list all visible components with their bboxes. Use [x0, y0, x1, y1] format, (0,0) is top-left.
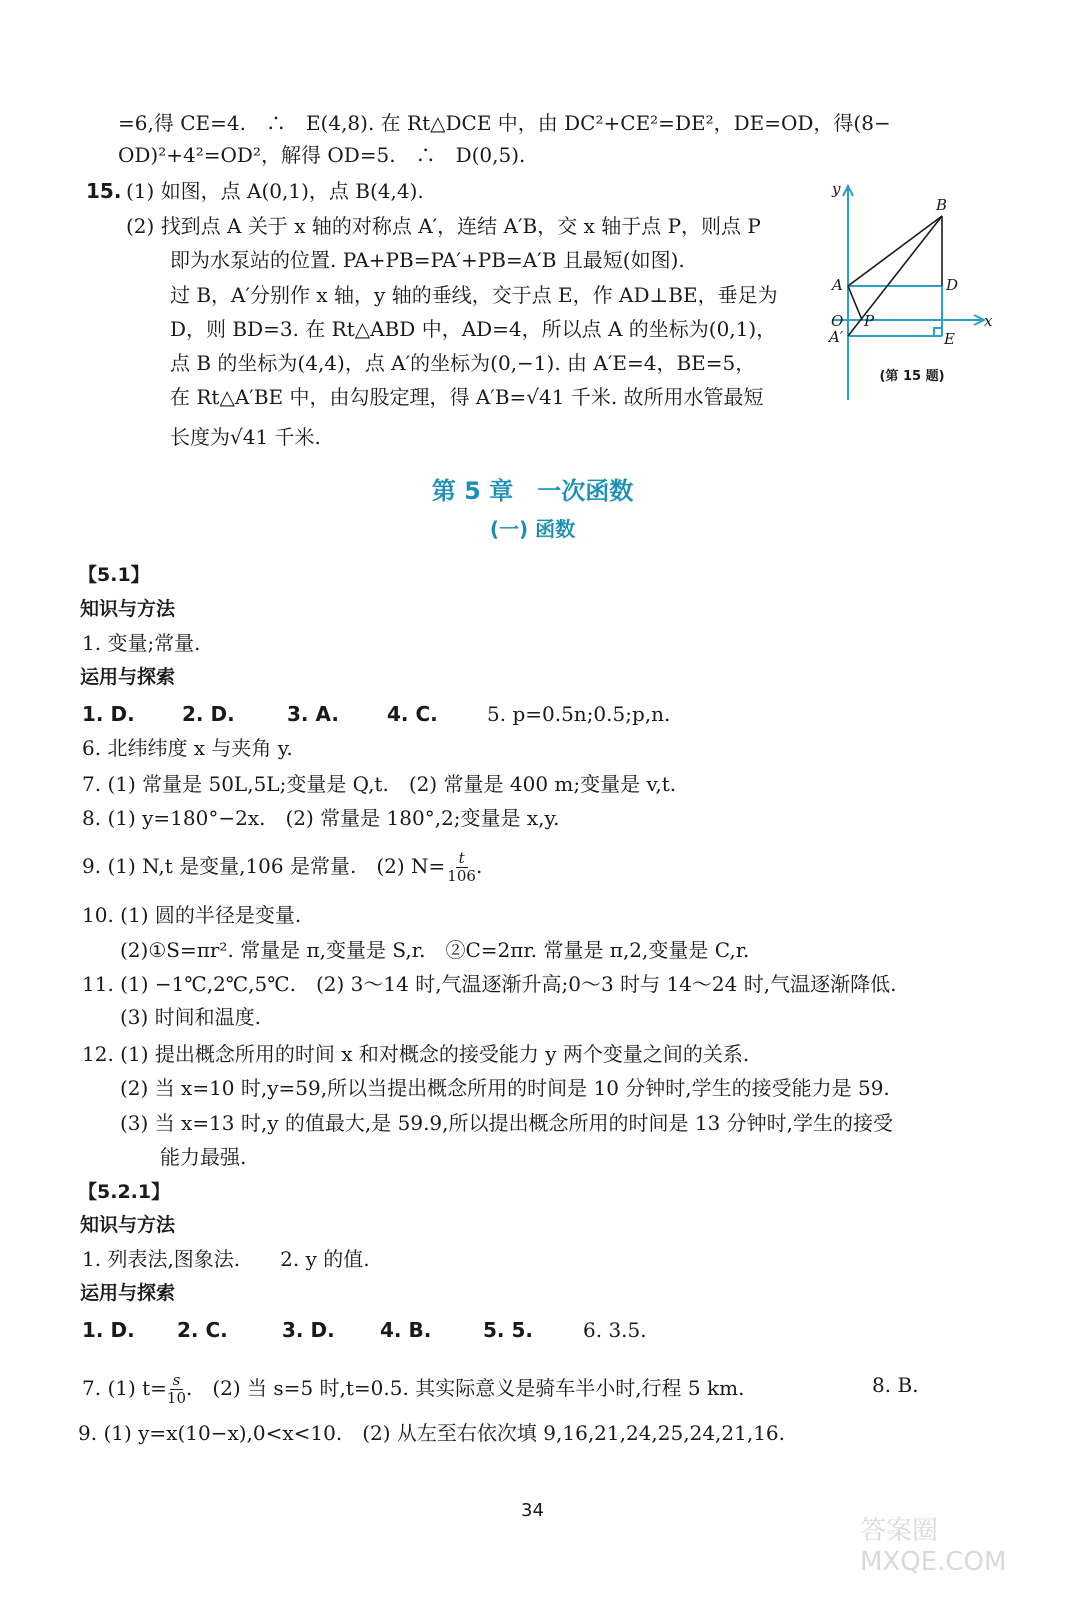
label-x: x — [984, 312, 993, 330]
text-line: (1) 如图，点 A(0,1)，点 B(4,4). — [126, 179, 424, 203]
answer-line: (3) 时间和温度. — [120, 1005, 262, 1029]
label-B: B — [936, 196, 948, 214]
answer-line: 能力最强. — [160, 1145, 247, 1169]
answer-item: 1. D. — [82, 1318, 135, 1342]
section-heading: 知识与方法 — [80, 598, 176, 620]
answer-item: 3. A. — [287, 702, 339, 726]
answer-item: 4. C. — [387, 702, 438, 726]
answer-item: 4. B. — [380, 1318, 432, 1342]
label-A: A — [832, 276, 843, 294]
text-line: D，则 BD=3. 在 Rt△ABD 中，AD=4，所以点 A 的坐标为(0,1)， — [170, 317, 777, 341]
answer-line: 9. (1) N,t 是变量,106 是常量. (2) N= $\frac{t}{106}$ . — [82, 849, 483, 885]
answer-row — [82, 1317, 647, 1343]
text-line: 即为水泵站的位置. PA+PB=PA′+PB=A′B 且最短(如图). — [170, 248, 685, 272]
chapter-title: 第 5 章 一次函数 — [431, 477, 634, 505]
answer-line: (2) 当 x=10 时,y=59,所以当提出概念所用的时间是 10 分钟时,学生的接受能力是 59. — [120, 1076, 890, 1100]
section-tag: 【5.2.1】 — [78, 1181, 171, 1203]
label-E: E — [944, 330, 955, 348]
answer-line: 8. (1) y=180°−2x. (2) 常量是 180°,2;变量是 x,y. — [82, 806, 560, 830]
answer-line: 11. (1) −1℃,2℃,5℃. (2) 3～14 时,气温逐渐升高;0～3 时与 14～24 时,气温逐渐降低. — [82, 972, 897, 996]
segment-AP — [848, 286, 862, 320]
chapter-subtitle: (一) 函数 — [489, 517, 576, 541]
answer-line: 1. 列表法,图象法. 2. y 的值. — [82, 1247, 370, 1271]
text-line: 长度为√41 千米. — [170, 425, 321, 449]
text-line: OD)²+4²=OD²，解得 OD=5. ∴ D(0,5). — [118, 143, 526, 167]
answer-line: 1. 变量;常量. — [82, 631, 201, 655]
answer-item: 5. p=0.5n;0.5;p,n. — [487, 702, 671, 726]
section-heading: 运用与探索 — [80, 1282, 176, 1304]
geometry-figure — [822, 180, 1002, 420]
fraction-denominator: 106 — [447, 867, 476, 885]
answer-item: 2. C. — [177, 1318, 228, 1342]
page-number: 34 — [521, 1500, 544, 1521]
label-O: O — [831, 312, 844, 330]
answer-line: (3) 当 x=13 时,y 的值最大,是 59.9,所以提出概念所用的时间是 13 分钟时,学生的接受 — [120, 1111, 894, 1135]
answer-line: 6. 北纬纬度 x 与夹角 y. — [82, 736, 293, 760]
answer-item: 6. 3.5. — [583, 1318, 647, 1342]
answer-text: 9. (1) N,t 是变量,106 是常量. (2) N= — [82, 854, 446, 878]
answer-line: 12. (1) 提出概念所用的时间 x 和对概念的接受能力 y 两个变量之间的关系. — [82, 1042, 750, 1066]
answer-item: 5. 5. — [483, 1318, 533, 1342]
section-heading: 运用与探索 — [80, 666, 176, 688]
answer-text: . (2) 当 s=5 时,t=0.5. 其实际意义是骑车半小时,行程 5 km. — [186, 1376, 745, 1400]
label-P: P — [864, 312, 875, 330]
fraction — [167, 1372, 186, 1407]
answer-line: 8. B. — [872, 1373, 919, 1397]
label-A-prime: A′ — [829, 328, 844, 346]
text-line: (2) 找到点 A 关于 x 轴的对称点 A′，连结 A′B，交 x 轴于点 P，则点 P — [126, 214, 761, 238]
right-angle-mark — [934, 328, 942, 336]
fraction — [447, 850, 476, 885]
text-line: 在 Rt△A′BE 中，由勾股定理，得 A′B=√41 千米. 故所用水管最短 — [170, 385, 764, 409]
answer-line — [82, 1372, 744, 1407]
answer-text: 7. (1) t= — [82, 1376, 167, 1400]
answer-item: 1. D. — [82, 702, 135, 726]
fraction-numerator: s — [170, 1372, 184, 1390]
fraction-denominator: 10 — [166, 1389, 187, 1407]
figure-caption: (第 15 题) — [879, 369, 945, 384]
text-line: =6,得 CE=4. ∴ E(4,8). 在 Rt△DCE 中，由 DC²+CE²=DE²，DE=OD，得(8− — [118, 111, 891, 135]
label-D: D — [946, 276, 959, 294]
answer-line: 9. (1) y=x(10−x),0<x<10. (2) 从左至右依次填 9,16,21,24,25,24,21,16. — [78, 1421, 786, 1445]
fraction-numerator: t — [456, 850, 468, 868]
section-heading: 知识与方法 — [80, 1214, 176, 1236]
text-line: 过 B，A′分别作 x 轴，y 轴的垂线，交于点 E，作 AD⊥BE，垂足为 — [170, 283, 778, 307]
answer-line: 10. (1) 圆的半径是变量. — [82, 903, 302, 927]
answer-item: 3. D. — [282, 1318, 335, 1342]
answer-line: 7. (1) 常量是 50L,5L;变量是 Q,t. (2) 常量是 400 m;变量是 v,t. — [82, 772, 677, 796]
text-line: 点 B 的坐标为(4,4)，点 A′的坐标为(0,−1). 由 A′E=4，BE=5， — [170, 351, 756, 375]
section-tag: 【5.1】 — [78, 564, 150, 586]
answer-row — [82, 701, 670, 727]
label-y: y — [832, 180, 841, 198]
question-number: 15. — [86, 179, 122, 203]
watermark: 答案圈 MXQE.COM — [860, 1516, 1007, 1577]
answer-item: 2. D. — [182, 702, 235, 726]
answer-line: (2)①S=πr². 常量是 π,变量是 S,r. ②C=2πr. 常量是 π,2,变量是 C,r. — [120, 938, 750, 962]
